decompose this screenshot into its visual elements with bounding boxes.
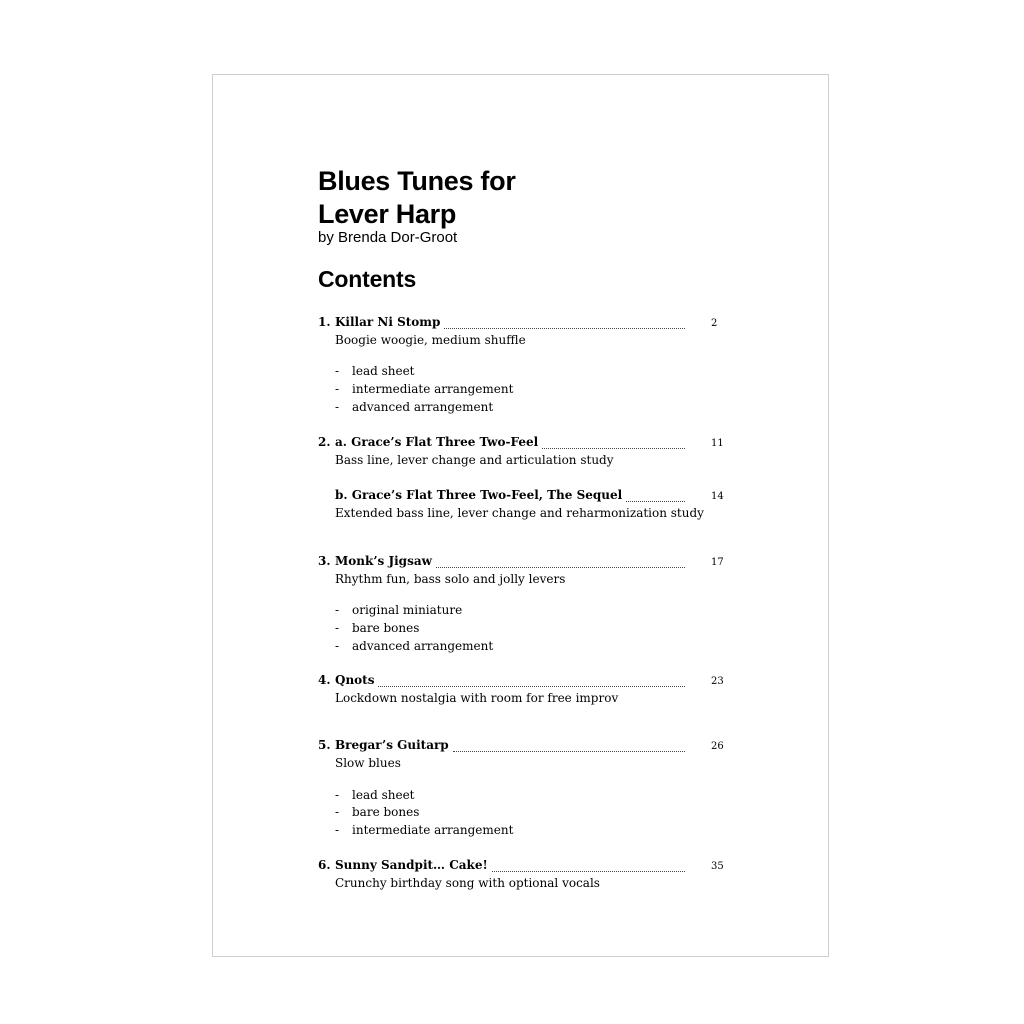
toc-entry-page: 11 — [711, 438, 724, 449]
toc-entry-page: 2 — [711, 318, 718, 329]
toc-entry-description: Rhythm fun, bass solo and jolly levers — [335, 572, 566, 586]
book-title-line-1: Blues Tunes for — [318, 166, 516, 196]
toc-entry-description: Lockdown nostalgia with room for free improv — [335, 691, 619, 705]
toc-entry — [318, 554, 685, 572]
toc-entry — [318, 315, 685, 333]
toc-entry-number: 4. — [318, 673, 331, 687]
toc-entry-description: Crunchy birthday song with optional vocals — [335, 876, 600, 890]
dot-leader — [436, 566, 685, 568]
book-title — [318, 165, 516, 231]
toc-entry-number: 5. — [318, 738, 331, 752]
contents-heading: Contents — [318, 266, 417, 292]
toc-entry-title: Monk’s Jigsaw — [335, 554, 432, 568]
toc-sub-item: - bare bones — [335, 805, 420, 819]
toc-entry — [318, 858, 685, 876]
toc-entry — [318, 673, 685, 691]
toc-entry-description: Boogie woogie, medium shuffle — [335, 333, 526, 347]
toc-entry-number: 6. — [318, 858, 331, 872]
toc-entry — [318, 435, 685, 453]
toc-entry-page: 35 — [711, 861, 724, 872]
dot-leader — [492, 870, 685, 872]
toc-sub-item: - lead sheet — [335, 364, 415, 378]
toc-entry-title: Bregar’s Guitarp — [335, 738, 449, 752]
toc-sub-item: - advanced arrangement — [335, 400, 494, 414]
toc-entry-description: Extended bass line, lever change and reharmonization study — [335, 506, 704, 520]
toc-sub-item: - lead sheet — [335, 788, 415, 802]
toc-entry-title: Qnots — [335, 673, 375, 687]
dot-leader — [542, 447, 685, 449]
author-byline: by Brenda Dor-Groot — [318, 229, 458, 246]
toc-entry-title: a. Grace’s Flat Three Two-Feel — [335, 435, 539, 449]
toc-sub-item: - bare bones — [335, 621, 420, 635]
toc-entry — [318, 738, 685, 756]
toc-sub-item: - intermediate arrangement — [335, 382, 514, 396]
toc-entry-number: 2. — [318, 435, 331, 449]
toc-entry-description: Slow blues — [335, 756, 401, 770]
toc-entry-page: 14 — [711, 491, 724, 502]
toc-entry-page: 23 — [711, 676, 724, 687]
toc-sub-item: - advanced arrangement — [335, 639, 494, 653]
toc-entry-title: b. Grace’s Flat Three Two-Feel, The Sequel — [335, 488, 623, 502]
toc-entry-description: Bass line, lever change and articulation study — [335, 453, 614, 467]
toc-entry — [318, 488, 685, 506]
toc-entry-title: Sunny Sandpit… Cake! — [335, 858, 488, 872]
document-page — [212, 74, 829, 957]
toc-sub-item: - original miniature — [335, 603, 463, 617]
toc-entry-page: 26 — [711, 741, 724, 752]
dot-leader — [453, 750, 685, 752]
dot-leader — [378, 685, 685, 687]
toc-entry-title: Killar Ni Stomp — [335, 315, 441, 329]
toc-entry-number: 3. — [318, 554, 331, 568]
toc-sub-item: - intermediate arrangement — [335, 823, 514, 837]
dot-leader — [626, 500, 685, 502]
dot-leader — [444, 327, 685, 329]
toc-entry-number: 1. — [318, 315, 331, 329]
book-title-line-2: Lever Harp — [318, 199, 457, 229]
toc-entry-page: 17 — [711, 557, 724, 568]
